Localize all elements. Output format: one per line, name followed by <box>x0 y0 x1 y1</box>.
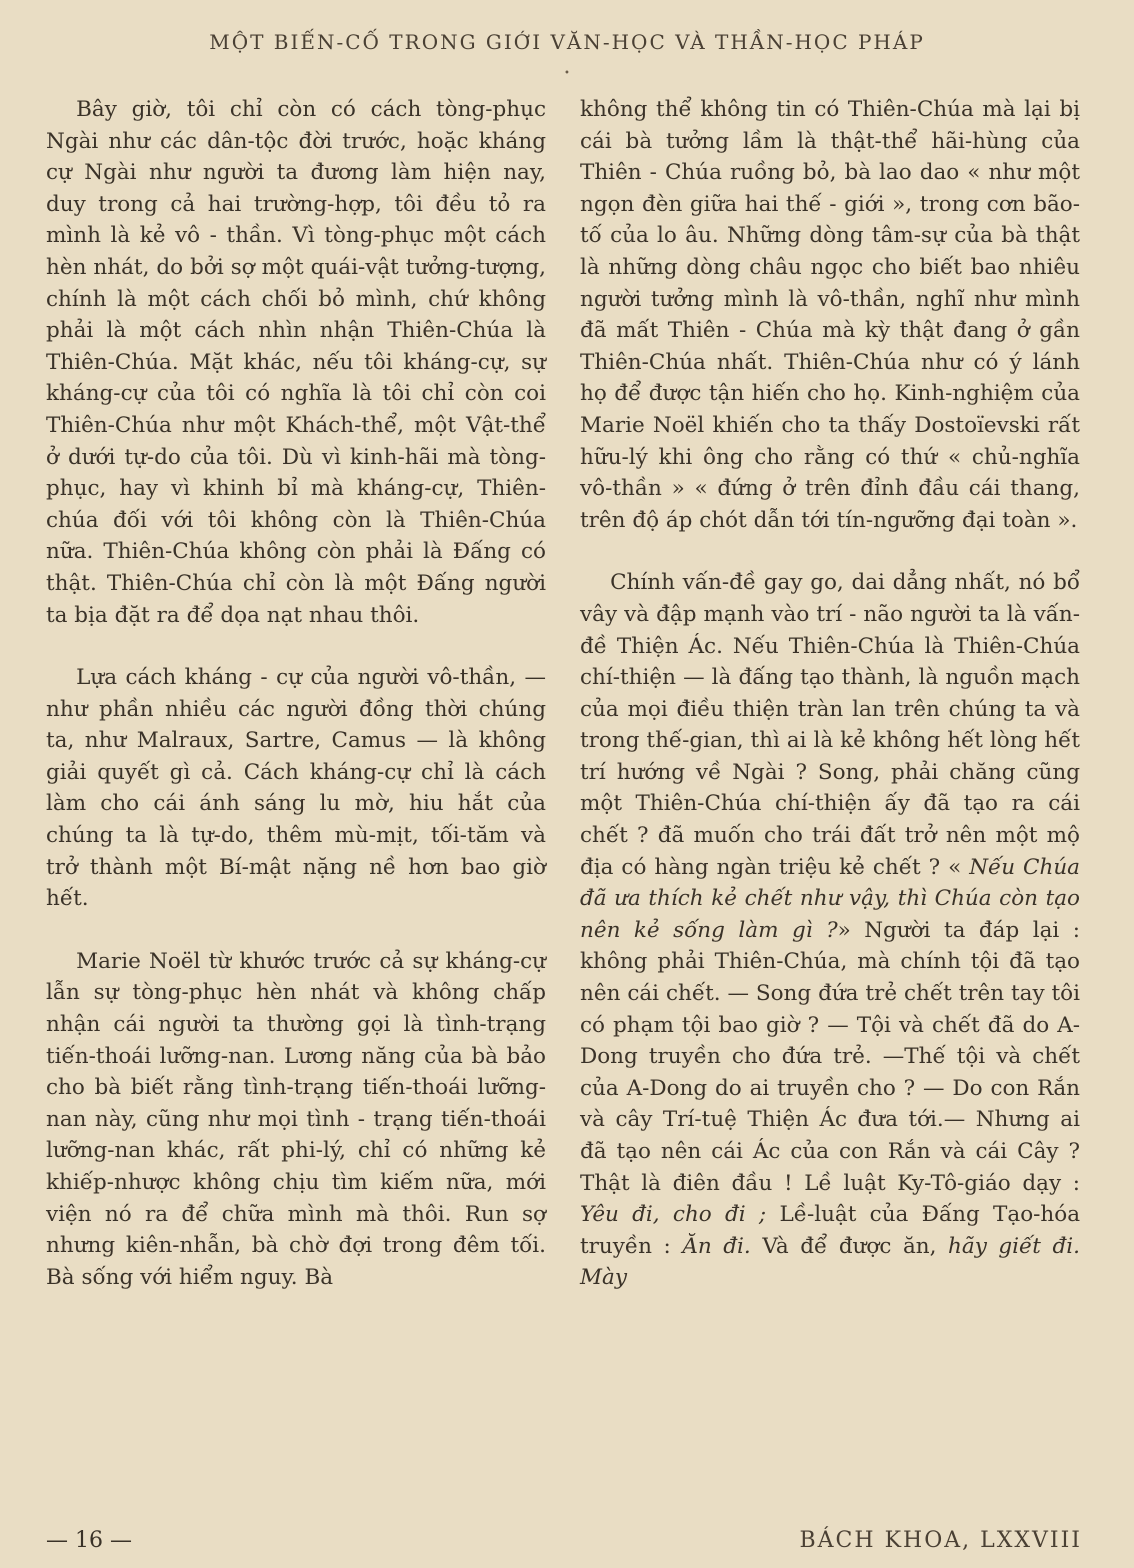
italic-quote: Nếu Chúa đã ưa thích kẻ chết như vậy, thì Chúa còn tạo nên kẻ sống làm gì ? <box>580 854 1080 943</box>
running-header: MỘT BIẾN-CỐ TRONG GIỚI VĂN-HỌC VÀ THẦN-HỌC PHÁP <box>209 30 925 54</box>
right-paragraph-1: không thể không tin có Thiên-Chúa mà lại bị cái bà tưởng lầm là thật-thể hãi-hùng của Thiên - Chúa ruồng bỏ, bà lao dao « như một ngọn đèn giữa hai thế - giới », trong cơn bão-tố của lo âu. Những dòng tâm-sự của bà thật là những dòng châu ngọc cho biết bao nhiêu người tưởng mình là vô-thần, nghĩ như mình đã mất Thiên - Chúa mà kỳ thật đang ở gần Thiên-Chúa nhất. Thiên-Chúa như có ý lánh họ để được tận hiến cho họ. Kinh-nghiệm của Marie Noël khiến cho ta thấy Dostoïevski rất hữu-lý khi ông cho rằng có thứ « chủ-nghĩa vô-thần » « đứng ở trên đỉnh đầu cái thang, trên độ áp chót dẫn tới tín-ngưỡng đại toàn ». <box>580 97 1080 533</box>
journal-name: BÁCH KHOA, LXXVIII <box>799 1528 1082 1553</box>
left-column <box>46 94 546 1293</box>
text-run: » Người ta đáp lại : không phải Thiên-Chúa, mà chính tội đã tạo nên cái chết. — Song đứa trẻ chết trên tay tôi có phạm tội bao giờ ? — Tội và chết đã do A-Dong truyền cho đứa trẻ. —Thế tội và chết của A-Dong do ai truyền cho ? — Do con Rắn và cây Trí-tuệ Thiện Ác đưa tới.— Nhưng ai đã tạo nên cái Ác của con Rắn và cái Cây ? Thật là điên đầu ! Lề luật Ky-Tô-giáo dạy : <box>580 917 1081 1196</box>
text-run: Lề-luật của Đấng Tạo-hóa truyền : <box>580 1202 1081 1259</box>
italic-text: hãy giết đi. Mày <box>580 1233 1080 1291</box>
italic-text: Ăn đi. <box>682 1233 751 1259</box>
right-paragraph-2 <box>580 567 1080 1294</box>
page-number: — 16 — <box>46 1528 132 1553</box>
left-paragraph-1: Bây giờ, tôi chỉ còn có cách tòng-phục Ngài như các dân-tộc đời trước, hoặc kháng cự Ngài như người ta đương làm hiện nay, duy trong cả hai trường-hợp, tôi đều tỏ ra mình là kẻ vô - thần. Vì tòng-phục một cách hèn nhát, do bởi sợ một quái-vật tưởng-tượng, chính là một cách chối bỏ mình, chứ không phải là một cách nhìn nhận Thiên-Chúa là Thiên-Chúa. Mặt khác, nếu tôi kháng-cự, sự kháng-cự của tôi có nghĩa là tôi chỉ còn coi Thiên-Chúa như một Khách-thể, một Vật-thể ở dưới tự-do của tôi. Dù vì kinh-hãi mà tòng-phục, hay vì khinh bỉ mà kháng-cự, Thiên-chúa đối với tôi không còn là Thiên-Chúa nữa. Thiên-Chúa không còn phải là Đấng có thật. Thiên-Chúa chỉ còn là một Đấng người ta bịa đặt ra để dọa nạt nhau thôi. <box>46 97 546 628</box>
right-column <box>580 94 1080 1294</box>
text-run: Chính vấn-đề gay go, dai dẳng nhất, nó bổ vây và đập mạnh vào trí - não người ta là vấn-đề Thiện Ác. Nếu Thiên-Chúa là Thiên-Chúa chí-thiện — là đấng tạo thành, là nguồn mạch của mọi điều thiện tràn lan trên chúng ta và trong thế-gian, thì ai là kẻ không hết lòng hết trí hướng về Ngài ? Song, phải chăng cũng một Thiên-Chúa chí-thiện ấy đã tạo ra cái chết ? đã muốn cho trái đất trở nên một mộ địa có hàng ngàn triệu kẻ chết ? « <box>580 570 1080 880</box>
left-paragraph-2: Lựa cách kháng - cự của người vô-thần, — như phần nhiều các người đồng thời chúng ta, như Malraux, Sartre, Camus — là không giải quyết gì cả. Cách kháng-cự chỉ là cách làm cho cái ánh sáng lu mờ, hiu hắt của chúng ta là tự-do, thêm mù-mịt, tối-tăm và trở thành một Bí-mật nặng nề hơn bao giờ hết. <box>46 665 546 912</box>
header-ornament: • <box>564 68 570 79</box>
italic-text: Yêu đi, cho đi ; <box>580 1202 767 1228</box>
text-run: Và để được ăn, <box>762 1233 937 1259</box>
left-paragraph-3: Marie Noël từ khước trước cả sự kháng-cự lẫn sự tòng-phục hèn nhát và không chấp nhận cái người ta thường gọi là tình-trạng tiến-thoái lưỡng-nan. Lương năng của bà bảo cho bà biết rằng tình-trạng tiến-thoái lưỡng-nan này, cũng như mọi tình - trạng tiến-thoái lưỡng-nan khác, rất phi-lý, chỉ có những kẻ khiếp-nhược không chịu tìm kiếm nữa, mới viện nó ra để chữa mình mà thôi. Run sợ nhưng kiên-nhẫn, bà chờ đợi trong đêm tối. Bà sống với hiểm nguy. Bà <box>46 948 546 1290</box>
